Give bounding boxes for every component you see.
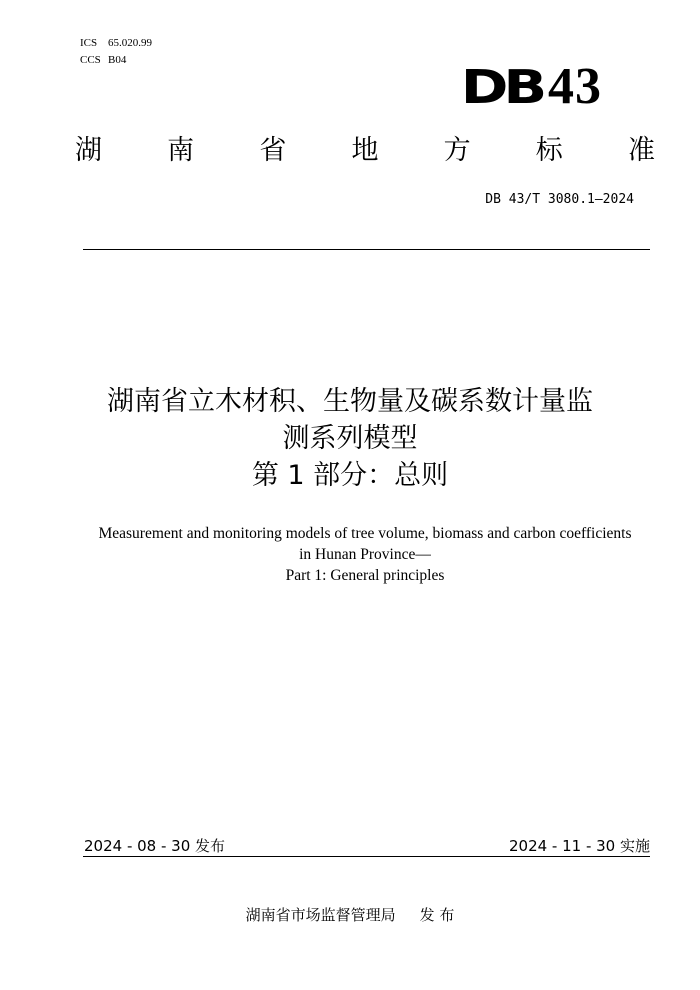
english-title-line: Measurement and monitoring models of tree volume, biomass and carbon coefficients — [98, 525, 632, 542]
issuing-authority — [0, 904, 700, 925]
chinese-title — [60, 383, 640, 494]
logo-prefix: DB — [460, 60, 542, 114]
standard-type-char: 准 — [627, 135, 655, 166]
implementation-date: 2024 - 11 - 30 实施 — [508, 837, 650, 855]
english-title-line: in Hunan Province— — [299, 546, 431, 563]
ccs-label: CCS — [80, 54, 101, 66]
ccs-value: B04 — [108, 54, 127, 66]
standard-type-heading — [75, 133, 655, 169]
issuer-name: 湖南省市场监督管理局 — [245, 906, 396, 924]
standard-type-char: 标 — [535, 135, 563, 166]
standard-type-char: 省 — [259, 135, 287, 166]
issue-date: 2024 - 08 - 30 发布 — [84, 837, 226, 855]
db43-logo — [460, 58, 602, 115]
standard-type-char: 湖 — [75, 135, 102, 166]
standard-type-char: 地 — [351, 135, 379, 166]
issuer-action: 发 布 — [419, 906, 455, 924]
english-title — [70, 523, 660, 586]
standard-number: DB 43/T 3080.1—2024 — [485, 192, 634, 207]
english-title-line: Part 1: General principles — [285, 567, 445, 584]
standard-type-char: 方 — [443, 135, 471, 166]
chinese-title-line: 第 1 部分：总则 — [251, 460, 449, 491]
header-divider — [83, 249, 650, 250]
classification-codes — [80, 35, 152, 69]
footer-divider — [83, 856, 650, 857]
logo-number: 43 — [548, 58, 602, 115]
standard-type-char: 南 — [167, 135, 195, 166]
ccs-code — [80, 52, 152, 69]
ics-label: ICS — [80, 37, 98, 49]
ics-code — [80, 35, 152, 52]
ics-value: 65.020.99 — [108, 37, 152, 49]
chinese-title-line: 测系列模型 — [282, 423, 418, 454]
chinese-title-line: 湖南省立木材积、生物量及碳系数计量监 — [107, 386, 593, 417]
